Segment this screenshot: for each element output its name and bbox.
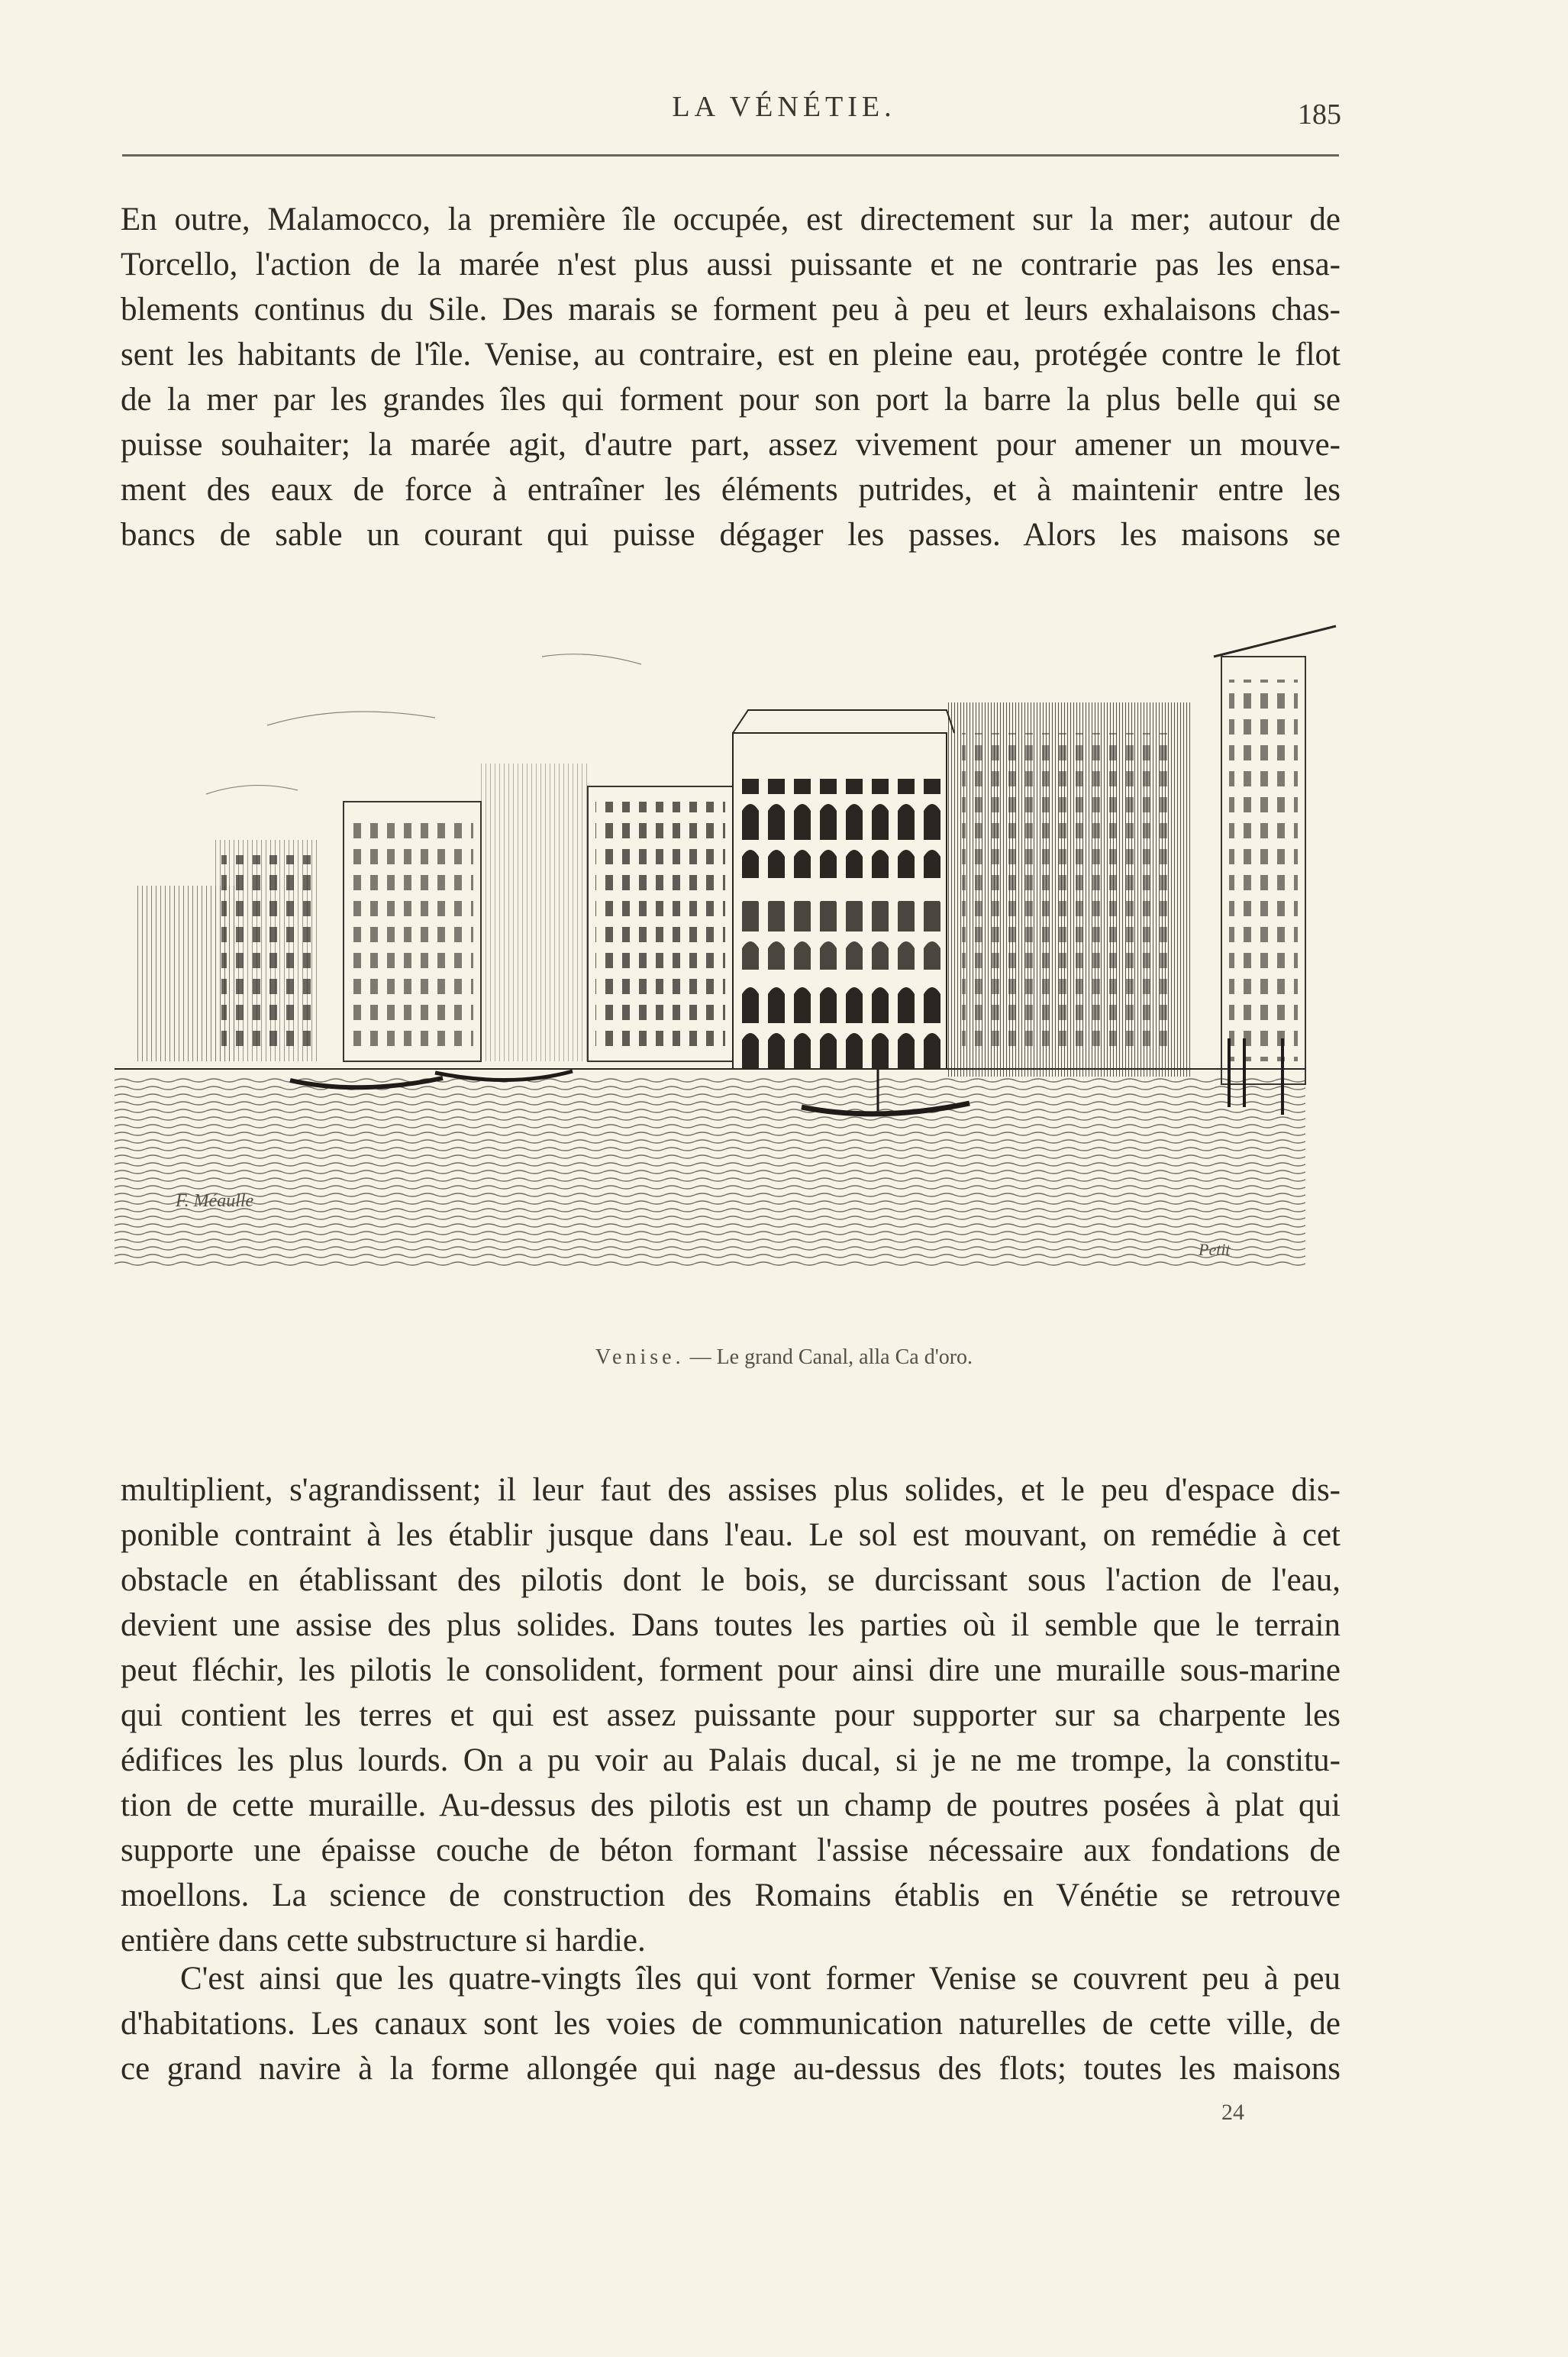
text-line: bancs de sable un courant qui puisse dégager les passes. Alors les maisons se — [121, 517, 1341, 553]
text-line: En outre, Malamocco, la première île occupée, est directement sur la mer; autour de — [121, 202, 1341, 237]
text-line: puisse souhaiter; la marée agit, d'autre part, assez vivement pour amener un mouve- — [121, 427, 1341, 463]
header-rule — [122, 154, 1339, 157]
text-line: sent les habitants de l'île. Venise, au contraire, est en pleine eau, protégée contre le flot — [121, 337, 1341, 373]
text-line: d'habitations. Les canaux sont les voies de communication naturelles de cette ville, de — [121, 2006, 1341, 2042]
text-line: peut fléchir, les pilotis le consolident, forment pour ainsi dire une muraille sous-marine — [121, 1652, 1341, 1688]
text-line: édifices les plus lourds. On a pu voir au Palais ducal, si je ne me trompe, la constitu- — [121, 1742, 1341, 1778]
paragraph-1 — [121, 197, 1341, 557]
text-line: ment des eaux de force à entraîner les éléments putrides, et à maintenir entre les — [121, 472, 1341, 508]
text-line: tion de cette muraille. Au-dessus des pilotis est un champ de poutres posées à plat qui — [121, 1787, 1341, 1823]
caption-text: — Le grand Canal, alla Ca d'oro. — [684, 1345, 973, 1369]
text-line: entière dans cette substructure si hardie. — [121, 1923, 646, 1958]
engraving-grand-canal — [115, 611, 1351, 1283]
text-line: Torcello, l'action de la marée n'est plus aussi puissante et ne contrarie pas les ensa- — [121, 247, 1341, 283]
text-line: ce grand navire à la forme allongée qui nage au-dessus des flots; toutes les maisons — [121, 2051, 1341, 2087]
page-number: 185 — [1298, 98, 1341, 131]
signature-mark: 24 — [1221, 2100, 1244, 2125]
paragraph-2 — [121, 1467, 1341, 1963]
text-line: ponible contraint à les établir jusque dans l'eau. Le sol est mouvant, on remédie à cet — [121, 1517, 1341, 1553]
text-line: devient une assise des plus solides. Dans toutes les parties où il semble que le terrain — [121, 1607, 1341, 1643]
text-line: obstacle en établissant des pilotis dont le bois, se durcissant sous l'action de l'eau, — [121, 1562, 1341, 1598]
text-line: de la mer par les grandes îles qui forment pour son port la barre la plus belle qui se — [121, 382, 1341, 418]
engraving-illustration — [115, 611, 1351, 1283]
text-line: moellons. La science de construction des Romains établis en Vénétie se retrouve — [121, 1878, 1341, 1913]
running-title: LA VÉNÉTIE. — [672, 91, 896, 123]
engraver-signature: F. Méaulle — [176, 1191, 254, 1211]
text-line: C'est ainsi que les quatre-vingts îles qui vont former Venise se couvrent peu à peu — [180, 1961, 1341, 1997]
paragraph-3 — [121, 1956, 1341, 2091]
figure-caption — [0, 1345, 1568, 1370]
caption-place: Venise. — [595, 1345, 685, 1369]
text-line: multiplient, s'agrandissent; il leur faut des assises plus solides, et le peu d'espace dis- — [121, 1472, 1341, 1508]
artist-signature: Petit — [1199, 1240, 1231, 1259]
text-line: supporte une épaisse couche de béton formant l'assise nécessaire aux fondations de — [121, 1832, 1341, 1868]
text-line: blements continus du Sile. Des marais se forment peu à peu et leurs exhalaisons chas- — [121, 292, 1341, 328]
text-line: qui contient les terres et qui est assez puissante pour supporter sur sa charpente les — [121, 1697, 1341, 1733]
